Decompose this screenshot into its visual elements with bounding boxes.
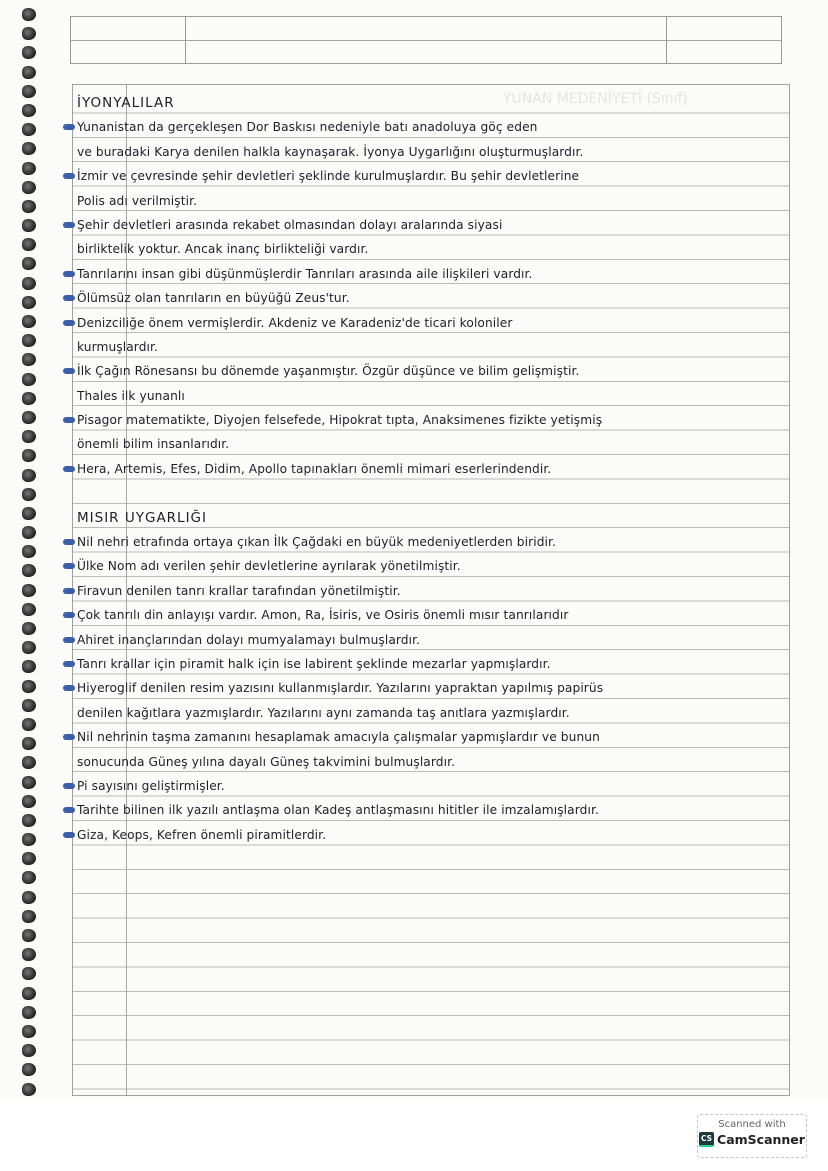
binding-hole	[22, 488, 36, 501]
binding-hole	[22, 718, 36, 731]
note-line	[77, 603, 783, 627]
note-line	[77, 359, 783, 383]
binding-hole	[22, 526, 36, 539]
note-text: kurmuşlardır.	[77, 339, 158, 354]
note-line	[77, 164, 783, 188]
note-line	[77, 481, 783, 505]
note-line	[77, 384, 783, 408]
note-text: Pisagor matematikte, Diyojen felsefede, Hipokrat tıpta, Anaksimenes fizikte yetişmiş	[77, 413, 603, 428]
note-text: birliktelik yoktur. Ancak inanç birlikteliği vardır.	[77, 242, 369, 257]
note-line	[77, 969, 783, 993]
binding-hole	[22, 948, 36, 961]
highlighter-bullet-icon	[63, 661, 75, 667]
note-line	[77, 432, 783, 456]
binding-hole	[22, 680, 36, 693]
note-line	[77, 311, 783, 335]
note-line	[77, 872, 783, 896]
note-text: Çok tanrılı din anlayışı vardır. Amon, Ra, İsiris, ve Osiris önemli mısır tanrılarıdır	[77, 608, 569, 623]
watermark-label: Scanned with	[718, 1119, 786, 1130]
binding-hole	[22, 66, 36, 79]
header-table-divider	[185, 17, 186, 63]
section-heading	[77, 506, 783, 530]
binding-hole	[22, 85, 36, 98]
watermark-brand: CamScanner	[717, 1132, 805, 1147]
handwritten-notes	[77, 91, 783, 993]
binding-hole	[22, 507, 36, 520]
note-text: Tanrı krallar için piramit halk için ise labirent şeklinde mezarlar yapmışlardır.	[77, 656, 551, 671]
note-text: İzmir ve çevresinde şehir devletleri şeklinde kurulmuşlardır. Bu şehir devletlerine	[77, 169, 580, 184]
binding-hole	[22, 238, 36, 251]
binding-hole	[22, 162, 36, 175]
binding-hole	[22, 1063, 36, 1076]
highlighter-bullet-icon	[63, 417, 75, 423]
note-text: Hiyeroglif denilen resim yazısını kullanmışlardır. Yazılarını yapraktan yapılmış papirüs	[77, 681, 604, 696]
bleed-through-text: YUNAN MEDENİYETİ (Sınıf)	[503, 91, 688, 107]
header-table	[70, 16, 782, 64]
binding-hole	[22, 967, 36, 980]
binding-hole	[22, 871, 36, 884]
binding-hole	[22, 181, 36, 194]
note-text: Yunanistan da gerçekleşen Dor Baskısı nedeniyle batı anadoluya göç eden	[77, 120, 538, 135]
highlighter-bullet-icon	[63, 539, 75, 545]
highlighter-bullet-icon	[63, 637, 75, 643]
binding-hole	[22, 142, 36, 155]
binding-hole	[22, 987, 36, 1000]
note-line	[77, 945, 783, 969]
binding-hole	[22, 334, 36, 347]
binding-hole	[22, 814, 36, 827]
note-line	[77, 652, 783, 676]
binding-hole	[22, 46, 36, 59]
camscanner-watermark	[697, 1114, 807, 1158]
highlighter-bullet-icon	[63, 173, 75, 179]
header-table-divider	[666, 17, 667, 63]
note-text: sonucunda Güneş yılına dayalı Güneş takvimini bulmuşlardır.	[77, 754, 456, 769]
note-line	[77, 701, 783, 725]
highlighter-bullet-icon	[63, 734, 75, 740]
note-text: Pi sayısını geliştirmişler.	[77, 778, 225, 793]
binding-hole	[22, 795, 36, 808]
binding-hole	[22, 8, 36, 21]
note-line	[77, 530, 783, 554]
binding-hole	[22, 584, 36, 597]
note-text: Şehir devletleri arasında rekabet olmasından dolayı aralarında siyasi	[77, 217, 503, 232]
note-text: denilen kağıtlara yazmışlardır. Yazılarını aynı zamanda taş anıtlara yazmışlardır.	[77, 705, 570, 720]
binding-hole	[22, 833, 36, 846]
note-text: Nil nehrinin taşma zamanını hesaplamak amacıyla çalışmalar yapmışlardır ve bunun	[77, 730, 600, 745]
binding-hole	[22, 1044, 36, 1057]
highlighter-bullet-icon	[63, 368, 75, 374]
binding-hole	[22, 776, 36, 789]
note-line	[77, 725, 783, 749]
note-line	[77, 115, 783, 139]
binding-hole	[22, 1083, 36, 1096]
note-line	[77, 262, 783, 286]
binding-hole	[22, 123, 36, 136]
note-line	[77, 213, 783, 237]
note-text: ve buradaki Karya denilen halkla kaynaşarak. İyonya Uygarlığını oluşturmuşlardır.	[77, 144, 584, 159]
note-line	[77, 676, 783, 700]
note-line	[77, 847, 783, 871]
note-text: Thales ilk yunanlı	[77, 388, 185, 403]
highlighter-bullet-icon	[63, 295, 75, 301]
binding-hole	[22, 660, 36, 673]
binding-hole	[22, 603, 36, 616]
note-text: Tanrılarını insan gibi düşünmüşlerdir Tanrıları arasında aile ilişkileri vardır.	[77, 266, 533, 281]
note-text: İYONYALILAR	[77, 95, 175, 111]
binding-hole	[22, 564, 36, 577]
binding-hole	[22, 277, 36, 290]
highlighter-bullet-icon	[63, 563, 75, 569]
binding-hole	[22, 257, 36, 270]
note-line	[77, 237, 783, 261]
binding-hole	[22, 699, 36, 712]
highlighter-bullet-icon	[63, 271, 75, 277]
binding-hole	[22, 392, 36, 405]
highlighter-bullet-icon	[63, 588, 75, 594]
highlighter-bullet-icon	[63, 832, 75, 838]
binding-hole	[22, 430, 36, 443]
note-text: Ülke Nom adı verilen şehir devletlerine ayrılarak yönetilmiştir.	[77, 559, 461, 574]
note-line	[77, 798, 783, 822]
note-line	[77, 140, 783, 164]
note-text: Denizciliğe önem vermişlerdir. Akdeniz ve Karadeniz'de ticari koloniler	[77, 315, 513, 330]
binding-hole	[22, 27, 36, 40]
binding-hole	[22, 411, 36, 424]
note-text: İlk Çağın Rönesansı bu dönemde yaşanmıştır. Özgür düşünce ve bilim gelişmiştir.	[77, 364, 580, 379]
binding-hole	[22, 104, 36, 117]
note-line	[77, 286, 783, 310]
binding-hole	[22, 315, 36, 328]
spiral-binding	[22, 8, 40, 1102]
binding-hole	[22, 1025, 36, 1038]
note-text: Hera, Artemis, Efes, Didim, Apollo tapınakları önemli mimari eserlerindendir.	[77, 461, 552, 476]
highlighter-bullet-icon	[63, 222, 75, 228]
binding-hole	[22, 353, 36, 366]
header-table-row	[71, 17, 781, 40]
binding-hole	[22, 1006, 36, 1019]
section-heading	[77, 91, 783, 115]
binding-hole	[22, 852, 36, 865]
note-line	[77, 457, 783, 481]
binding-hole	[22, 373, 36, 386]
note-line	[77, 189, 783, 213]
highlighter-bullet-icon	[63, 612, 75, 618]
camscanner-logo-icon: CS	[699, 1132, 714, 1147]
binding-hole	[22, 929, 36, 942]
note-text: Firavun denilen tanrı krallar tarafından yönetilmiştir.	[77, 583, 401, 598]
highlighter-bullet-icon	[63, 783, 75, 789]
note-text: Giza, Keops, Kefren önemli piramitlerdir.	[77, 827, 327, 842]
note-line	[77, 823, 783, 847]
lined-sheet	[72, 84, 790, 1096]
highlighter-bullet-icon	[63, 466, 75, 472]
note-line	[77, 920, 783, 944]
highlighter-bullet-icon	[63, 685, 75, 691]
binding-hole	[22, 449, 36, 462]
note-text: Polis adı verilmiştir.	[77, 193, 198, 208]
highlighter-bullet-icon	[63, 807, 75, 813]
note-line	[77, 408, 783, 432]
note-line	[77, 335, 783, 359]
note-line	[77, 774, 783, 798]
highlighter-bullet-icon	[63, 320, 75, 326]
highlighter-bullet-icon	[63, 124, 75, 130]
note-line	[77, 628, 783, 652]
binding-hole	[22, 200, 36, 213]
binding-hole	[22, 910, 36, 923]
binding-hole	[22, 219, 36, 232]
note-line	[77, 579, 783, 603]
binding-hole	[22, 469, 36, 482]
binding-hole	[22, 737, 36, 750]
note-text: Tarihte bilinen ilk yazılı antlaşma olan Kadeş antlaşmasını hititler ile imzalamışlardır.	[77, 803, 599, 818]
binding-hole	[22, 756, 36, 769]
note-text: MISIR UYGARLIĞI	[77, 509, 208, 526]
binding-hole	[22, 296, 36, 309]
note-line	[77, 554, 783, 578]
note-text: Nil nehri etrafında ortaya çıkan İlk Çağdaki en büyük medeniyetlerden biridir.	[77, 535, 556, 550]
binding-hole	[22, 545, 36, 558]
binding-hole	[22, 622, 36, 635]
binding-hole	[22, 641, 36, 654]
note-text: Ölümsüz olan tanrıların en büyüğü Zeus'tur.	[77, 291, 350, 306]
note-text: önemli bilim insanlarıdır.	[77, 437, 230, 452]
note-text: Ahiret inançlarından dolayı mumyalamayı bulmuşlardır.	[77, 632, 421, 647]
note-line	[77, 896, 783, 920]
binding-hole	[22, 891, 36, 904]
note-line	[77, 750, 783, 774]
header-table-row	[71, 40, 781, 64]
